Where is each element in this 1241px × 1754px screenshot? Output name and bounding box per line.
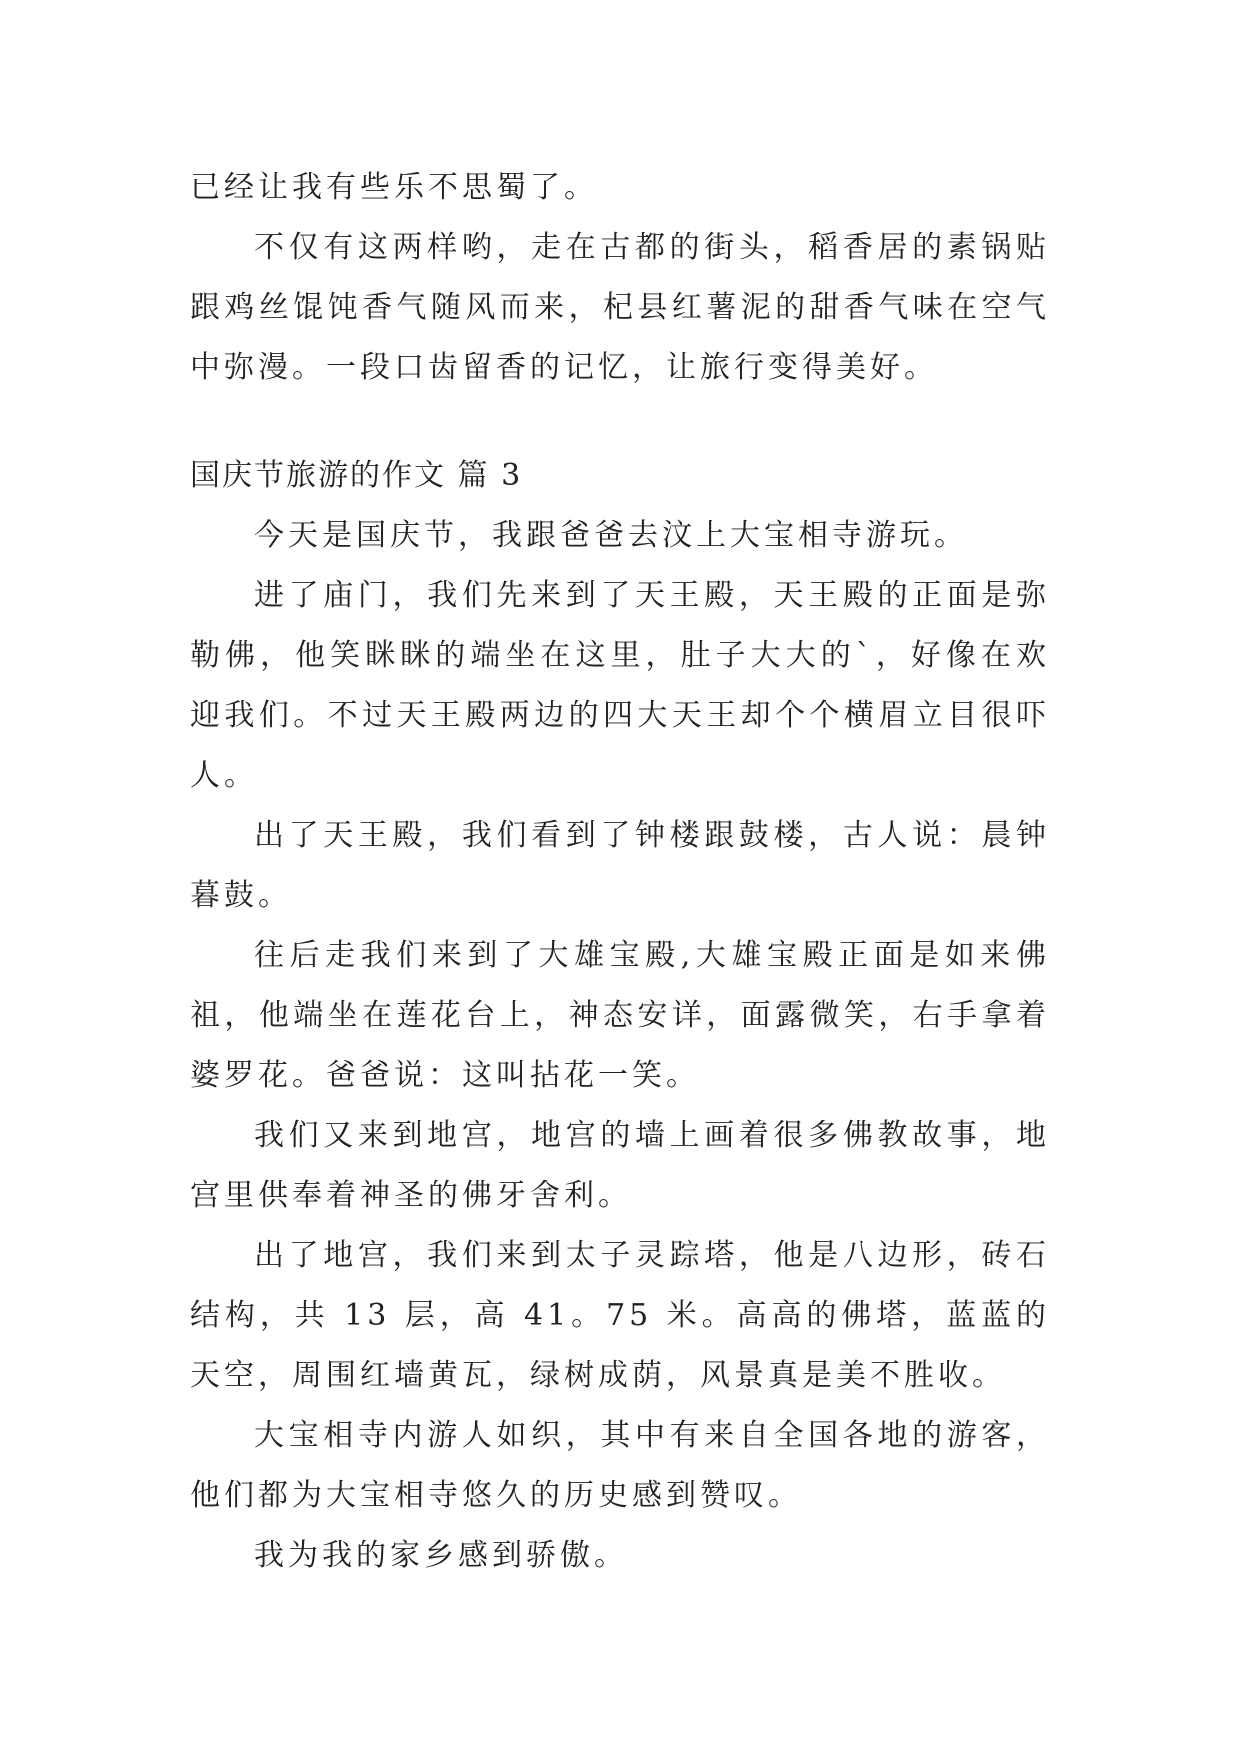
paragraph: 出了天王殿，我们看到了钟楼跟鼓楼，古人说：晨钟暮鼓。 — [190, 818, 1050, 913]
section-title: 国庆节旅游的作文 篇 3 — [190, 458, 523, 493]
paragraph: 我们又来到地宫，地宫的墙上画着很多佛教故事，地宫里供奉着神圣的佛牙舍利。 — [190, 1118, 1050, 1213]
paragraph: 今天是国庆节，我跟爸爸去汶上大宝相寺游玩。 — [254, 518, 968, 553]
paragraph: 往后走我们来到了大雄宝殿,大雄宝殿正面是如来佛祖，他端坐在莲花台上，神态安详，面露微笑，右手拿着婆罗花。爸爸说：这叫拈花一笑。 — [190, 938, 1050, 1093]
document-body — [190, 158, 1050, 1586]
paragraph: 不仅有这两样哟，走在古都的街头，稻香居的素锅贴跟鸡丝馄饨香气随风而来，杞县红薯泥的甜香气味在空气中弥漫。一段口齿留香的记忆，让旅行变得美好。 — [190, 230, 1050, 385]
paragraph: 大宝相寺内游人如织，其中有来自全国各地的游客，他们都为大宝相寺悠久的历史感到赞叹。 — [190, 1418, 1050, 1513]
paragraph: 进了庙门，我们先来到了天王殿，天王殿的正面是弥勒佛，他笑眯眯的端坐在这里，肚子大大的`，好像在欢迎我们。不过天王殿两边的四大天王却个个横眉立目很吓人。 — [190, 578, 1050, 793]
paragraph: 已经让我有些乐不思蜀了。 — [190, 170, 598, 205]
paragraph: 我为我的家乡感到骄傲。 — [254, 1538, 628, 1573]
paragraph: 出了地宫，我们来到太子灵踪塔，他是八边形，砖石结构，共 13 层，高 41。75 米。高高的佛塔，蓝蓝的天空，周围红墙黄瓦，绿树成荫，风景真是美不胜收。 — [190, 1238, 1050, 1393]
